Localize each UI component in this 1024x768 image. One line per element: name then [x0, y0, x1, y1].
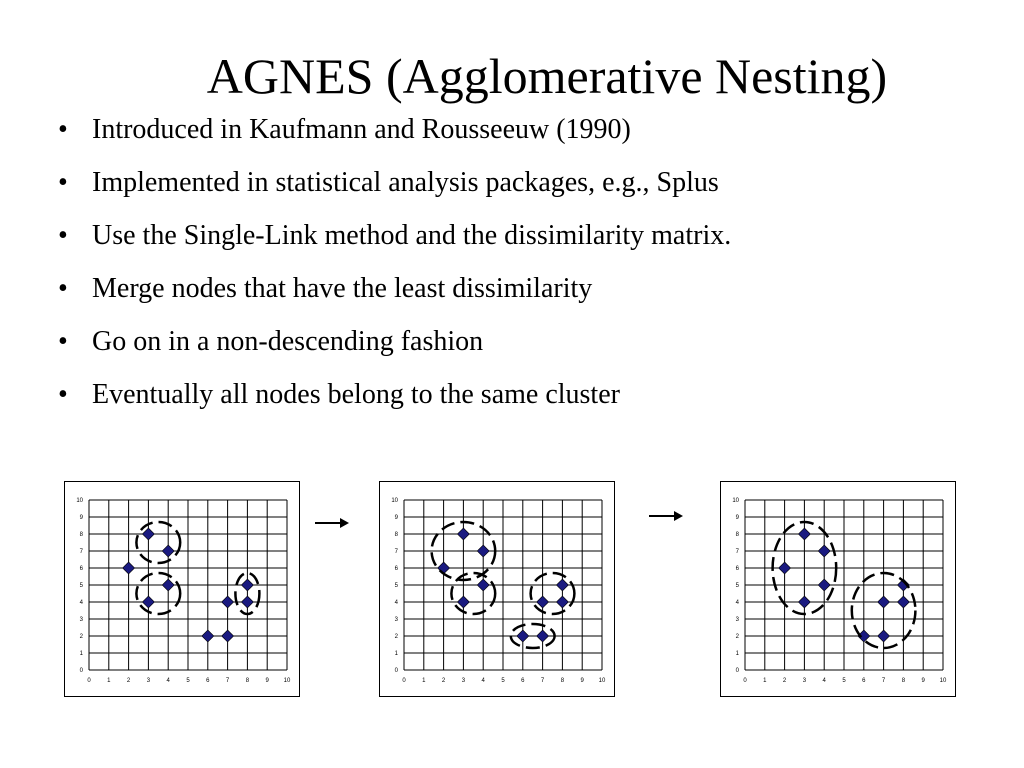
data-point: [878, 596, 890, 608]
bullet-marker: •: [58, 167, 68, 198]
x-tick-label: 5: [501, 678, 505, 684]
data-point: [477, 579, 489, 591]
bullet-text: Introduced in Kaufmann and Rousseeuw (1990): [92, 114, 631, 145]
x-tick-label: 3: [802, 678, 807, 684]
y-tick-label: 6: [79, 566, 83, 572]
data-point: [779, 562, 791, 574]
data-point: [162, 545, 174, 557]
y-tick-label: 4: [79, 600, 83, 606]
arrow-right-icon: [648, 510, 684, 522]
x-tick-label: 7: [540, 678, 545, 684]
y-tick-label: 5: [394, 583, 398, 589]
scatter-panel-2: [379, 481, 615, 697]
x-tick-label: 8: [245, 678, 250, 684]
arrow-right-icon: [314, 517, 350, 529]
data-point: [202, 630, 214, 642]
x-tick-label: 3: [146, 678, 151, 684]
bullet-item: [58, 272, 731, 325]
x-tick-label: 5: [842, 678, 846, 684]
y-tick-label: 10: [391, 498, 398, 504]
x-tick-label: 6: [521, 678, 525, 684]
y-tick-label: 6: [735, 566, 739, 572]
data-point: [878, 630, 890, 642]
y-tick-label: 5: [79, 583, 83, 589]
data-point: [537, 630, 549, 642]
bullet-marker: •: [58, 273, 68, 304]
data-point: [798, 596, 810, 608]
bullet-text: Eventually all nodes belong to the same cluster: [92, 379, 620, 410]
x-tick-label: 8: [901, 678, 906, 684]
x-tick-label: 7: [225, 678, 230, 684]
bullet-item: [58, 166, 731, 219]
x-tick-label: 0: [743, 678, 747, 684]
y-tick-label: 2: [735, 634, 739, 640]
bullet-item: [58, 378, 731, 431]
cluster-outline: [531, 573, 575, 614]
x-tick-label: 10: [598, 678, 606, 684]
x-tick-label: 9: [265, 678, 269, 684]
cluster-outline: [451, 573, 495, 614]
data-point: [142, 596, 154, 608]
y-tick-label: 7: [735, 549, 739, 555]
x-tick-label: 6: [206, 678, 210, 684]
scatter-panel-1: [64, 481, 300, 697]
y-tick-label: 6: [394, 566, 398, 572]
bullet-list: [58, 113, 731, 431]
x-tick-label: 2: [441, 678, 446, 684]
y-tick-label: 10: [76, 498, 83, 504]
y-tick-label: 4: [735, 600, 739, 606]
data-point: [556, 579, 568, 591]
bullet-marker: •: [58, 326, 68, 357]
x-tick-label: 3: [461, 678, 466, 684]
y-tick-label: 3: [79, 617, 83, 623]
bullet-text: Use the Single-Link method and the dissimilarity matrix.: [92, 220, 732, 251]
bullet-text: Go on in a non-descending fashion: [92, 326, 484, 357]
bullet-marker: •: [58, 220, 68, 251]
data-point: [818, 579, 830, 591]
data-point: [556, 596, 568, 608]
y-tick-label: 4: [394, 600, 398, 606]
y-tick-label: 3: [735, 617, 739, 623]
data-point: [477, 545, 489, 557]
cluster-outline: [136, 522, 180, 563]
data-point: [241, 596, 253, 608]
bullet-text: Merge nodes that have the least dissimilarity: [92, 273, 593, 304]
bullet-marker: •: [58, 114, 68, 145]
x-tick-label: 9: [580, 678, 584, 684]
data-point: [222, 630, 234, 642]
x-tick-label: 9: [921, 678, 925, 684]
y-tick-label: 1: [735, 651, 739, 657]
x-tick-label: 4: [822, 678, 826, 684]
x-tick-label: 2: [782, 678, 787, 684]
data-point: [798, 528, 810, 540]
x-tick-label: 0: [402, 678, 406, 684]
data-point: [457, 596, 469, 608]
x-tick-label: 2: [126, 678, 131, 684]
data-point: [222, 596, 234, 608]
scatter-plot-1: [65, 482, 299, 696]
y-tick-label: 9: [79, 515, 83, 521]
bullet-text: Implemented in statistical analysis packages, e.g., Splus: [92, 167, 719, 198]
bullet-item: [58, 113, 731, 166]
bullet-marker: •: [58, 379, 68, 410]
y-tick-label: 7: [394, 549, 398, 555]
data-point: [517, 630, 529, 642]
x-tick-label: 10: [939, 678, 947, 684]
data-point: [142, 528, 154, 540]
x-tick-label: 4: [481, 678, 485, 684]
y-tick-label: 1: [79, 651, 83, 657]
x-tick-label: 10: [283, 678, 291, 684]
x-tick-label: 0: [87, 678, 91, 684]
x-tick-label: 1: [763, 678, 767, 684]
x-tick-label: 7: [881, 678, 886, 684]
data-point: [537, 596, 549, 608]
data-point: [818, 545, 830, 557]
y-tick-label: 8: [394, 532, 398, 538]
y-tick-label: 9: [394, 515, 398, 521]
x-tick-label: 6: [862, 678, 866, 684]
y-tick-label: 2: [394, 634, 398, 640]
x-tick-label: 4: [166, 678, 170, 684]
slide-title: AGNES (Agglomerative Nesting): [206, 48, 888, 104]
x-tick-label: 1: [422, 678, 426, 684]
y-tick-label: 0: [394, 668, 398, 674]
y-tick-label: 9: [735, 515, 739, 521]
scatter-plot-3: [721, 482, 955, 696]
y-tick-label: 5: [735, 583, 739, 589]
data-point: [457, 528, 469, 540]
scatter-panel-3: [720, 481, 956, 697]
y-tick-label: 0: [735, 668, 739, 674]
y-tick-label: 1: [394, 651, 398, 657]
data-point: [162, 579, 174, 591]
data-point: [241, 579, 253, 591]
y-tick-label: 2: [79, 634, 83, 640]
x-tick-label: 1: [107, 678, 111, 684]
x-tick-label: 8: [560, 678, 565, 684]
y-tick-label: 7: [79, 549, 83, 555]
y-tick-label: 8: [735, 532, 739, 538]
y-tick-label: 0: [79, 668, 83, 674]
data-point: [123, 562, 135, 574]
y-tick-label: 8: [79, 532, 83, 538]
cluster-outline: [136, 573, 180, 614]
x-tick-label: 5: [186, 678, 190, 684]
bullet-item: [58, 325, 731, 378]
scatter-plot-2: [380, 482, 614, 696]
data-point: [897, 596, 909, 608]
bullet-item: [58, 219, 731, 272]
y-tick-label: 10: [732, 498, 739, 504]
y-tick-label: 3: [394, 617, 398, 623]
